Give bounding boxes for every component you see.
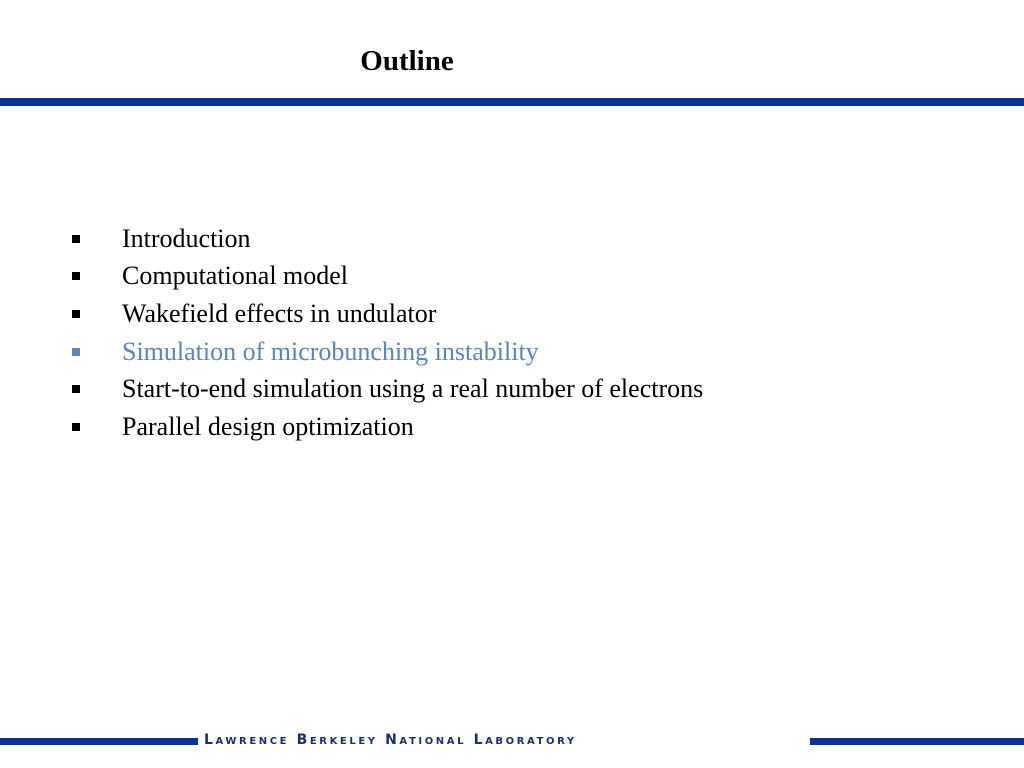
square-bullet-icon <box>72 348 80 356</box>
outline-item-label: Start-to-end simulation using a real number of electrons <box>122 374 704 404</box>
outline-item-computational-model <box>66 258 703 296</box>
outline-item-start-to-end-simulation <box>66 370 703 408</box>
footer-rule-right <box>810 738 1024 745</box>
outline-item-label: Parallel design optimization <box>122 411 414 441</box>
outline-item-label: Simulation of microbunching instability <box>122 336 539 366</box>
square-bullet-icon <box>72 272 80 280</box>
square-bullet-icon <box>72 385 80 393</box>
outline-item-introduction <box>66 220 703 258</box>
slide-title: Outline <box>360 45 454 77</box>
outline-item-parallel-design-optimization <box>66 408 703 446</box>
title-divider <box>0 98 1024 106</box>
organization-name: Lawrence Berkeley National Laboratory <box>204 732 577 748</box>
square-bullet-icon <box>72 423 80 431</box>
outline-list <box>66 220 703 446</box>
footer-rule-left <box>0 738 198 745</box>
outline-item-label: Computational model <box>122 261 349 291</box>
outline-item-wakefield-effects <box>66 295 703 333</box>
square-bullet-icon <box>72 310 80 318</box>
outline-item-microbunching-instability <box>66 333 703 371</box>
outline-item-label: Introduction <box>122 223 251 253</box>
square-bullet-icon <box>72 235 80 243</box>
footer-banner <box>0 729 1024 751</box>
outline-item-label: Wakefield effects in undulator <box>122 298 437 328</box>
